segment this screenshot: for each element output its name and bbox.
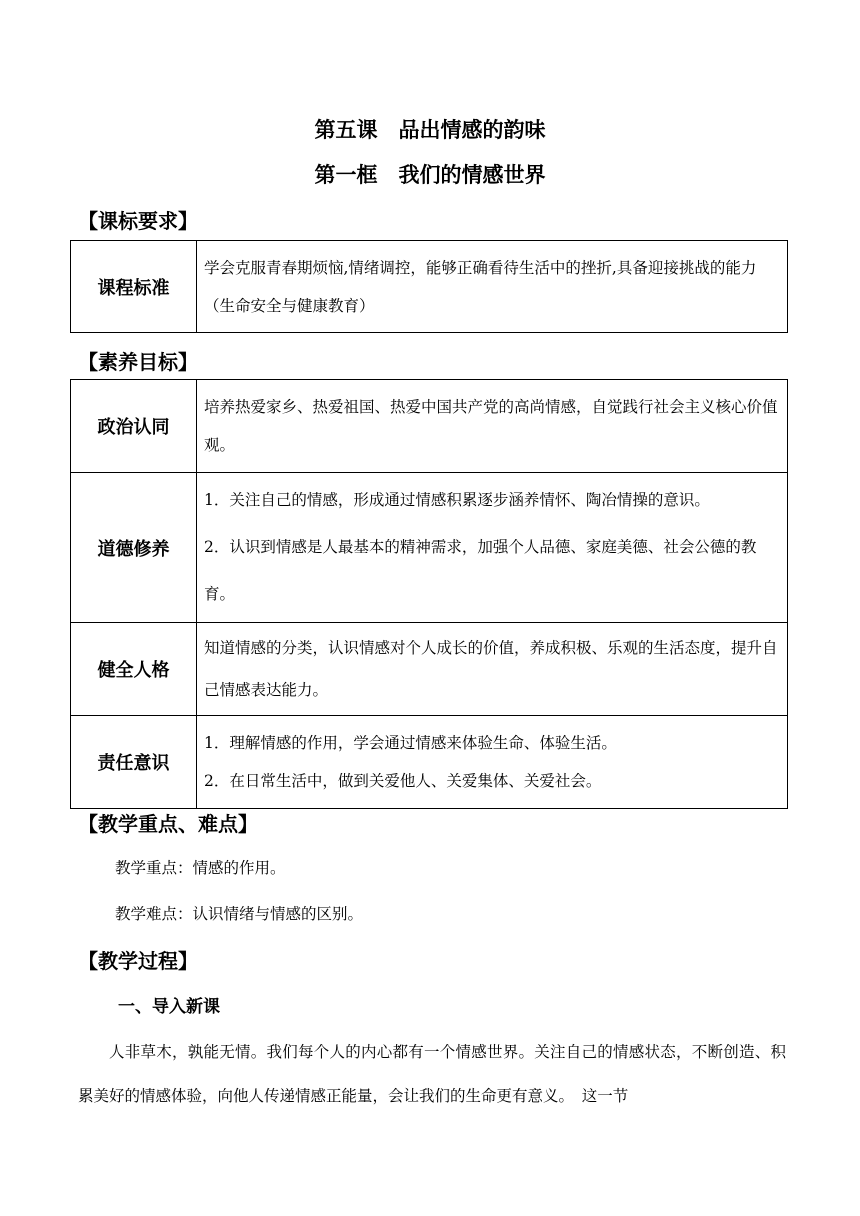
competency-label: 道德修养	[71, 473, 197, 623]
section-heading-process: 【教学过程】	[78, 949, 198, 973]
competency-label: 健全人格	[71, 623, 197, 716]
process-step-title: 一、导入新课	[118, 997, 220, 1017]
table-row	[71, 473, 788, 623]
competency-content	[197, 380, 788, 473]
competency-line: 知道情感的分类，认识情感对个人成长的价值，养成积极、乐观的生活态度，提升自己情感表达能力。	[204, 639, 778, 699]
competency-line: 培养热爱家乡、热爱祖国、热爱中国共产党的高尚情感，自觉践行社会主义核心价值观。	[204, 398, 778, 454]
key-point: 教学重点：情感的作用。	[115, 859, 286, 877]
frame-title: 第一框 我们的情感世界	[314, 163, 546, 187]
competency-content	[197, 716, 788, 809]
curriculum-content: 学会克服青春期烦恼,情绪调控，能够正确看待生活中的挫折,具备迎接挑战的能力（生命安全与健康教育）	[197, 241, 788, 333]
competency-content	[197, 473, 788, 623]
intro-paragraph: 人非草木，孰能无情。我们每个人的内心都有一个情感世界。关注自己的情感状态，不断创造、积累美好的情感体验，向他人传递情感正能量，会让我们的生命更有意义。 这一节	[78, 1043, 786, 1105]
section-heading-competency: 【素养目标】	[78, 350, 198, 374]
competency-content	[197, 623, 788, 716]
section-heading-keypoints: 【教学重点、难点】	[78, 812, 258, 836]
curriculum-label: 课程标准	[71, 241, 197, 333]
competency-line: 1．理解情感的作用，学会通过情感来体验生命、体验生活。	[204, 734, 617, 752]
table-row	[71, 380, 788, 473]
competency-label: 责任意识	[71, 716, 197, 809]
curriculum-table	[70, 240, 788, 333]
competency-line: 2．在日常生活中，做到关爱他人、关爱集体、关爱社会。	[204, 772, 602, 790]
section-heading-curriculum: 【课标要求】	[78, 209, 198, 233]
lesson-title: 第五课 品出情感的韵味	[314, 118, 546, 142]
table-row	[71, 623, 788, 716]
competency-table	[70, 379, 788, 809]
table-row	[71, 241, 788, 333]
competency-line: 2．认识到情感是人最基本的精神需求，加强个人品德、家庭美德、社会公德的教育。	[204, 538, 757, 603]
competency-line: 1．关注自己的情感，形成通过情感积累逐步涵养情怀、陶冶情操的意识。	[204, 491, 710, 509]
difficult-point: 教学难点：认识情绪与情感的区别。	[115, 905, 364, 923]
table-row	[71, 716, 788, 809]
competency-label: 政治认同	[71, 380, 197, 473]
